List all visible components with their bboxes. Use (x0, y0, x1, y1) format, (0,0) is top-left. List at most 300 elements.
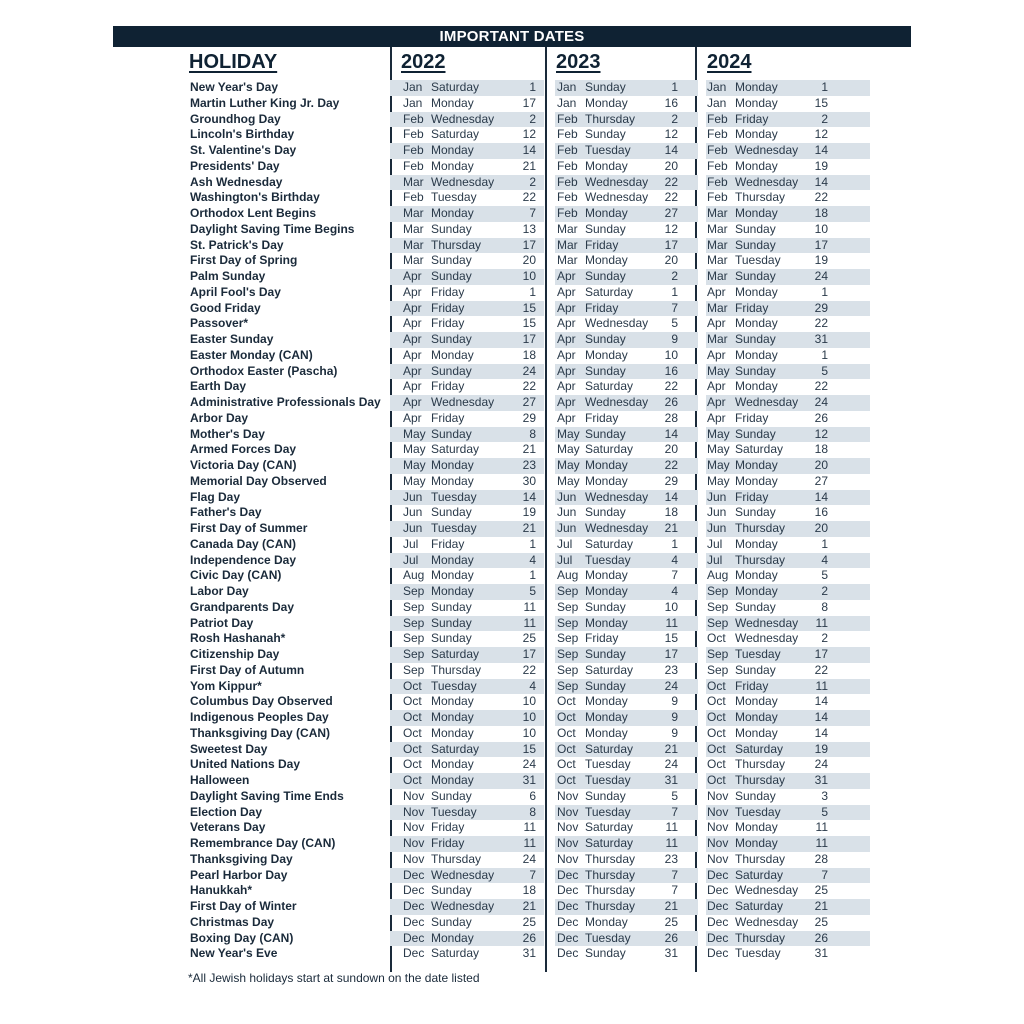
month: Nov (557, 836, 579, 850)
day-number: 13 (522, 221, 536, 236)
day-number: 11 (815, 678, 828, 693)
month: Dec (557, 930, 579, 945)
holiday-name: Good Friday (190, 300, 261, 315)
weekday: Sunday (431, 332, 472, 346)
year-2024-header: 2024 (707, 51, 752, 73)
month: Apr (707, 316, 726, 331)
day-number: 15 (664, 631, 678, 646)
weekday: Friday (431, 284, 465, 299)
month: Apr (403, 332, 422, 346)
holiday-name: Father's Day (190, 505, 262, 520)
day-number: 1 (529, 80, 536, 94)
month: Sep (403, 647, 425, 661)
holiday-name: Washington's Birthday (190, 190, 320, 205)
weekday: Tuesday (431, 521, 477, 535)
month: Feb (403, 190, 424, 205)
table-row (188, 269, 870, 285)
table-row (188, 915, 870, 931)
weekday: Sunday (585, 332, 626, 346)
table-row (188, 490, 870, 506)
day-number: 7 (529, 867, 536, 882)
year-2022-header: 2022 (401, 51, 446, 73)
day-number: 17 (814, 237, 828, 252)
holiday-name: Passover* (190, 316, 249, 331)
day-number: 10 (814, 221, 828, 236)
day-number: 11 (815, 836, 828, 850)
month: Jun (557, 489, 577, 504)
weekday: Saturday (431, 80, 480, 94)
month: Nov (403, 820, 425, 835)
day-number: 23 (664, 662, 678, 677)
weekday: Tuesday (735, 804, 781, 819)
row-shade (706, 521, 870, 537)
weekday: Wednesday (585, 489, 649, 504)
row-shade (706, 805, 870, 821)
day-number: 1 (671, 80, 678, 94)
day-number: 19 (814, 253, 828, 268)
holiday-name: Citizenship Day (190, 647, 280, 661)
weekday: Sunday (585, 127, 626, 142)
day-number: 22 (814, 316, 828, 331)
month: Oct (707, 741, 726, 756)
table-row (188, 616, 870, 632)
day-number: 14 (664, 489, 678, 504)
table-row (188, 647, 870, 663)
day-number: 5 (671, 788, 678, 803)
weekday: Wednesday (735, 631, 799, 646)
month: Oct (707, 678, 726, 693)
holiday-name: Administrative Professionals Day (190, 395, 381, 409)
day-number: 7 (671, 804, 678, 819)
weekday: Monday (431, 158, 474, 173)
month: Mar (403, 221, 424, 236)
month: Nov (403, 788, 425, 803)
weekday: Monday (585, 725, 628, 740)
day-number: 24 (664, 678, 678, 693)
day-number: 25 (664, 914, 678, 929)
day-number: 26 (522, 930, 536, 945)
table-row (188, 931, 870, 947)
weekday: Tuesday (735, 647, 781, 661)
month: Jan (707, 80, 727, 94)
weekday: Wednesday (735, 914, 799, 929)
weekday: Sunday (735, 363, 776, 378)
weekday: Sunday (431, 269, 472, 283)
month: May (557, 442, 580, 457)
month: May (707, 426, 730, 441)
month: Dec (403, 899, 425, 913)
day-number: 14 (522, 489, 536, 504)
day-number: 22 (814, 379, 828, 394)
weekday: Sunday (431, 599, 472, 614)
month: Sep (707, 647, 729, 661)
holiday-name: Groundhog Day (190, 111, 281, 126)
weekday: Monday (735, 95, 778, 110)
weekday: Monday (735, 836, 778, 850)
weekday: Sunday (585, 363, 626, 378)
day-number: 12 (664, 221, 678, 236)
weekday: Friday (585, 237, 619, 252)
weekday: Sunday (431, 426, 472, 441)
month: Apr (707, 379, 726, 394)
holiday-name: Grandparents Day (190, 599, 295, 614)
weekday: Monday (735, 584, 778, 598)
holiday-name: Presidents' Day (190, 158, 280, 173)
month: Sep (557, 678, 579, 693)
month: Dec (707, 899, 729, 913)
table-row (188, 773, 870, 789)
month: Oct (403, 710, 422, 724)
day-number: 14 (664, 426, 678, 441)
month: Apr (403, 284, 422, 299)
day-number: 29 (814, 300, 828, 315)
weekday: Monday (585, 253, 628, 268)
weekday: Monday (431, 95, 474, 110)
day-number: 26 (814, 930, 828, 945)
weekday: Tuesday (431, 190, 477, 205)
month: Jan (403, 80, 423, 94)
month: Feb (557, 174, 578, 189)
day-number: 17 (522, 647, 536, 661)
weekday: Friday (585, 300, 619, 315)
month: Nov (557, 804, 579, 819)
weekday: Sunday (431, 631, 472, 646)
weekday: Sunday (735, 599, 776, 614)
month: Dec (403, 946, 425, 961)
weekday: Saturday (431, 741, 480, 756)
month: Mar (403, 206, 424, 220)
month: Jul (557, 552, 573, 567)
weekday: Sunday (431, 221, 472, 236)
weekday: Sunday (735, 269, 776, 283)
month: Dec (707, 930, 729, 945)
month: Feb (707, 127, 728, 142)
holiday-name: Memorial Day Observed (190, 473, 327, 488)
month: Mar (557, 253, 578, 268)
day-number: 15 (522, 316, 536, 331)
weekday: Tuesday (431, 804, 477, 819)
day-number: 2 (529, 111, 536, 126)
month: Sep (403, 662, 425, 677)
table-row (188, 710, 870, 726)
day-number: 4 (671, 584, 678, 598)
holiday-name: Columbus Day Observed (190, 694, 333, 709)
month: Sep (557, 599, 579, 614)
month: Mar (707, 332, 728, 346)
table-row (188, 143, 870, 159)
month: Dec (707, 946, 729, 961)
weekday: Friday (431, 300, 465, 315)
row-shade (706, 773, 870, 789)
weekday: Tuesday (585, 804, 631, 819)
table-row (188, 427, 870, 443)
month: Apr (557, 363, 576, 378)
month: Oct (707, 694, 726, 709)
table-row (188, 80, 870, 96)
weekday: Sunday (585, 647, 626, 661)
weekday: Thursday (585, 851, 636, 866)
holiday-name: Martin Luther King Jr. Day (190, 95, 340, 110)
day-number: 1 (821, 284, 828, 299)
weekday: Monday (735, 206, 778, 220)
table-row (188, 442, 870, 458)
weekday: Wednesday (431, 899, 495, 913)
day-number: 10 (522, 694, 536, 709)
day-number: 5 (821, 363, 828, 378)
weekday: Saturday (431, 442, 480, 457)
day-number: 30 (522, 473, 536, 488)
day-number: 18 (814, 206, 828, 220)
day-number: 24 (522, 363, 536, 378)
table-row (188, 852, 870, 868)
month: Apr (557, 316, 576, 331)
weekday: Monday (431, 694, 474, 709)
row-shade (706, 427, 870, 443)
day-number: 1 (821, 536, 828, 551)
day-number: 10 (522, 269, 536, 283)
month: Oct (403, 678, 422, 693)
table-row (188, 820, 870, 836)
weekday: Sunday (735, 662, 776, 677)
weekday: Thursday (585, 899, 636, 913)
table-row (188, 222, 870, 238)
table-row (188, 96, 870, 112)
month: Jun (403, 489, 423, 504)
holiday-name: Lincoln's Birthday (190, 127, 295, 142)
month: Mar (557, 221, 578, 236)
weekday: Monday (585, 95, 628, 110)
month: Apr (557, 410, 576, 425)
weekday: Friday (431, 820, 465, 835)
month: Mar (557, 237, 578, 252)
month: Jul (403, 552, 419, 567)
month: Jul (403, 536, 419, 551)
month: Dec (557, 883, 579, 898)
day-number: 11 (815, 615, 828, 630)
weekday: Monday (431, 143, 474, 157)
weekday: Wednesday (431, 395, 495, 409)
month: Nov (557, 788, 579, 803)
weekday: Monday (585, 473, 628, 488)
day-number: 15 (522, 300, 536, 315)
footnote: *All Jewish holidays start at sundown on the date listed (188, 971, 480, 985)
day-number: 10 (522, 710, 536, 724)
day-number: 26 (664, 930, 678, 945)
month: May (403, 442, 426, 457)
holiday-name: Daylight Saving Time Begins (190, 221, 355, 236)
month: Apr (403, 395, 422, 409)
month: Oct (557, 694, 576, 709)
row-shade (706, 868, 870, 884)
day-number: 20 (814, 521, 828, 535)
holiday-name: New Year's Eve (190, 946, 278, 961)
weekday: Sunday (585, 788, 626, 803)
weekday: Sunday (431, 253, 472, 268)
day-number: 18 (814, 442, 828, 457)
day-number: 16 (814, 505, 828, 520)
holiday-name: Veterans Day (190, 820, 266, 835)
month: Apr (557, 395, 576, 409)
table-row (188, 663, 870, 679)
month: Feb (403, 111, 424, 126)
table-row (188, 395, 870, 411)
row-shade (706, 742, 870, 758)
weekday: Friday (431, 836, 465, 850)
weekday: Wednesday (431, 867, 495, 882)
day-number: 22 (522, 190, 536, 205)
holiday-name: Boxing Day (CAN) (190, 930, 294, 945)
table-row (188, 899, 870, 915)
month: Jul (707, 536, 723, 551)
month: Dec (557, 914, 579, 929)
month: Feb (557, 190, 578, 205)
day-number: 31 (664, 946, 678, 961)
day-number: 9 (671, 332, 678, 346)
month: Sep (557, 647, 579, 661)
month: Sep (557, 662, 579, 677)
day-number: 20 (522, 253, 536, 268)
month: Feb (557, 206, 578, 220)
day-number: 2 (529, 174, 536, 189)
month: Mar (707, 237, 728, 252)
weekday: Wednesday (735, 615, 799, 630)
day-number: 17 (664, 647, 678, 661)
day-number: 24 (814, 757, 828, 772)
row-shade (706, 269, 870, 285)
weekday: Monday (585, 710, 628, 724)
table-row (188, 631, 870, 647)
holiday-name: Easter Monday (CAN) (190, 347, 313, 362)
holiday-name: Armed Forces Day (190, 442, 297, 457)
weekday: Saturday (585, 662, 634, 677)
weekday: Sunday (585, 599, 626, 614)
day-number: 11 (523, 599, 536, 614)
holiday-name: St. Patrick's Day (190, 237, 284, 252)
day-number: 26 (664, 395, 678, 409)
row-shade (706, 238, 870, 254)
weekday: Friday (735, 111, 769, 126)
weekday: Saturday (431, 647, 480, 661)
row-shade (706, 332, 870, 348)
holiday-name: Hanukkah* (190, 883, 253, 898)
month: Apr (403, 316, 422, 331)
table-row (188, 742, 870, 758)
holiday-name: Yom Kippur* (190, 678, 262, 693)
table-row (188, 805, 870, 821)
month: Sep (557, 615, 579, 630)
day-number: 3 (821, 788, 828, 803)
day-number: 31 (814, 946, 828, 961)
day-number: 7 (671, 568, 678, 583)
row-shade (706, 490, 870, 506)
day-number: 14 (814, 174, 828, 189)
month: Dec (707, 914, 729, 929)
day-number: 2 (671, 269, 678, 283)
month: Nov (403, 804, 425, 819)
weekday: Monday (431, 710, 474, 724)
month: Aug (403, 568, 425, 583)
weekday: Wednesday (735, 143, 799, 157)
weekday: Sunday (431, 505, 472, 520)
day-number: 19 (814, 741, 828, 756)
table-row (188, 505, 870, 521)
weekday: Monday (431, 552, 474, 567)
weekday: Sunday (431, 914, 472, 929)
weekday: Saturday (585, 836, 634, 850)
day-number: 5 (821, 804, 828, 819)
month: Mar (707, 300, 728, 315)
day-number: 18 (664, 505, 678, 520)
month: Oct (403, 725, 422, 740)
month: Feb (707, 174, 728, 189)
weekday: Monday (735, 694, 778, 709)
month: Jan (557, 80, 577, 94)
day-number: 10 (664, 599, 678, 614)
weekday: Tuesday (735, 946, 781, 961)
row-shade (706, 836, 870, 852)
weekday: Monday (735, 536, 778, 551)
holiday-table (188, 80, 870, 962)
table-row (188, 159, 870, 175)
day-number: 14 (522, 143, 536, 157)
month: Jul (707, 552, 723, 567)
month: Sep (707, 584, 729, 598)
day-number: 9 (671, 710, 678, 724)
month: May (707, 473, 730, 488)
day-number: 10 (664, 347, 678, 362)
holiday-name: First Day of Summer (190, 521, 308, 535)
day-number: 22 (664, 458, 678, 472)
weekday: Thursday (735, 851, 786, 866)
weekday: Sunday (735, 332, 776, 346)
day-number: 22 (814, 662, 828, 677)
day-number: 6 (529, 788, 536, 803)
month: Mar (707, 269, 728, 283)
day-number: 25 (522, 914, 536, 929)
month: Jul (557, 536, 573, 551)
month: Mar (403, 237, 424, 252)
weekday: Sunday (585, 80, 626, 94)
day-number: 21 (664, 741, 678, 756)
day-number: 15 (522, 741, 536, 756)
month: Feb (557, 158, 578, 173)
table-row (188, 379, 870, 395)
weekday: Friday (585, 410, 619, 425)
month: May (707, 442, 730, 457)
day-number: 14 (814, 725, 828, 740)
holiday-name: First Day of Spring (190, 253, 298, 268)
month: May (557, 473, 580, 488)
month: Aug (557, 568, 579, 583)
day-number: 8 (529, 804, 536, 819)
day-number: 5 (529, 584, 536, 598)
day-number: 8 (821, 599, 828, 614)
weekday: Tuesday (585, 773, 631, 787)
weekday: Tuesday (585, 552, 631, 567)
month: Mar (403, 253, 424, 268)
month: May (707, 458, 730, 472)
weekday: Thursday (735, 757, 786, 772)
weekday: Monday (585, 458, 628, 472)
table-row (188, 238, 870, 254)
row-shade (706, 206, 870, 222)
day-number: 14 (814, 694, 828, 709)
day-number: 21 (664, 899, 678, 913)
day-number: 28 (664, 410, 678, 425)
month: Dec (557, 867, 579, 882)
month: Dec (557, 946, 579, 961)
table-row (188, 364, 870, 380)
